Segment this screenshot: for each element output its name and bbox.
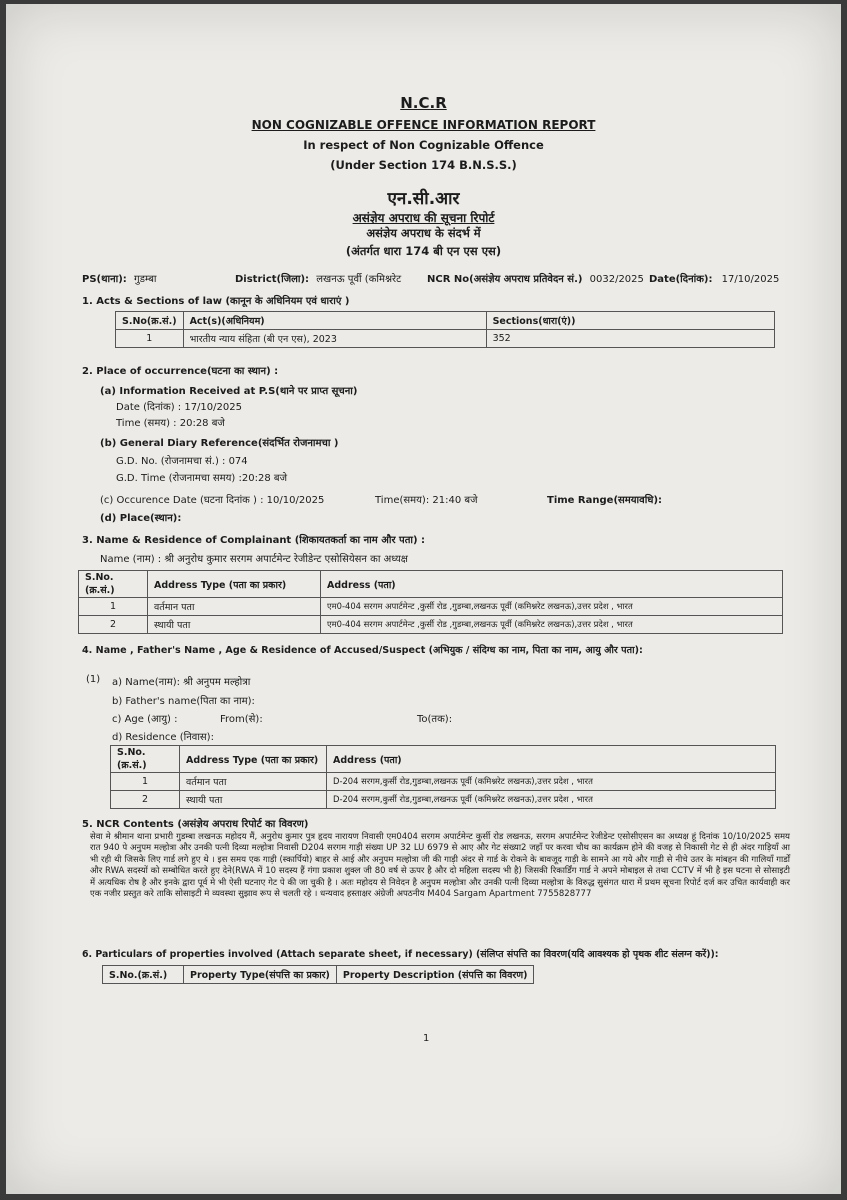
sec6-heading: 6. Particulars of properties involved (Attach separate sheet, if necessary) (संलिप्त संपत्ति का विवरण(यदि आवश्यक हो पृथक शीट संलग्न करें)):: [82, 949, 719, 960]
table-row: [111, 791, 776, 809]
table-row: [111, 773, 776, 791]
page-number: 1: [423, 1033, 430, 1044]
cell-address: एम0-404 सरगम अपार्टमेन्ट ,कुर्सी रोड ,गुडम्बा,लखनऊ पूर्वी (कमिश्नरेट लखनऊ),उत्तर प्रदेश , भारत: [321, 616, 783, 634]
cell-address-type: स्थायी पता: [180, 791, 327, 809]
col-sno: S.No.(क्र.सं.): [111, 746, 180, 773]
col-act: Act(s)(अधिनियम): [183, 312, 486, 330]
ncr-heading: N.C.R: [400, 94, 447, 112]
ncr-heading-hi: एन.सी.आर: [387, 189, 460, 209]
report-title-hi: असंज्ञेय अपराध की सूचना रिपोर्ट: [352, 211, 495, 225]
cell-address-type: वर्तमान पता: [180, 773, 327, 791]
ncr-document-page: [6, 4, 841, 1194]
age-to: To(तक):: [417, 714, 453, 725]
accused-father-name: b) Father's name(पिता का नाम):: [112, 696, 255, 707]
cell-sno: 2: [79, 616, 148, 634]
ps-label: PS(थाना):: [82, 274, 127, 285]
cell-sno: 1: [111, 773, 180, 791]
cell-address: D-204 सरगम,कुर्सी रोड,गुडम्बा,लखनऊ पूर्वी (कमिश्नरेट लखनऊ),उत्तर प्रदेश , भारत: [327, 791, 776, 809]
cell-address-type: स्थायी पता: [148, 616, 321, 634]
table-header-row: [111, 746, 776, 773]
accused-age: c) Age (आयु) :: [112, 714, 178, 725]
acts-table: [115, 311, 775, 348]
table-header-row: [103, 966, 534, 984]
sec4-heading: 4. Name , Father's Name , Age & Residence of Accused/Suspect (अभियुक / संदिग्ध का नाम, पिता का नाम, आयु और पता):: [82, 645, 643, 656]
sec3-heading: 3. Name & Residence of Complainant (शिकायतकर्ता का नाम और पता) :: [82, 535, 426, 546]
col-address: Address (पता): [321, 571, 783, 598]
cell-act: भारतीय न्याय संहिता (बी एन एस), 2023: [183, 330, 486, 348]
gd-time: G.D. Time (रोजनामचा समय) :20:28 बजे: [116, 473, 287, 484]
accused-name: a) Name(नाम): श्री अनुपम मल्होत्रा: [112, 677, 251, 688]
info-received-date: Date (दिनांक) : 17/10/2025: [116, 402, 242, 413]
info-received-label: (a) Information Received at P.S(थाने पर प्राप्त सूचना): [100, 386, 358, 397]
report-section-en: (Under Section 174 B.N.S.S.): [330, 158, 517, 172]
ncr-no-label: NCR No(असंज्ञेय अपराध प्रतिवेदन सं.): [427, 274, 583, 285]
report-title-en: NON COGNIZABLE OFFENCE INFORMATION REPORT: [251, 118, 596, 132]
occurrence-time: Time(समय): 21:40 बजे: [375, 495, 478, 506]
table-row: [116, 330, 775, 348]
sec1-heading: 1. Acts & Sections of law (कानून के अधिनियम एवं धाराएं ): [82, 296, 350, 307]
cell-sno: 1: [79, 598, 148, 616]
report-subtitle-hi: असंज्ञेय अपराध के संदर्भ में: [366, 226, 481, 240]
col-address: Address (पता): [327, 746, 776, 773]
col-sno: S.No.(क्र.सं.): [103, 966, 184, 984]
col-property-description: Property Description (संपत्ति का विवरण): [336, 966, 534, 984]
table-header-row: [79, 571, 783, 598]
ps-value: गुडम्बा: [133, 274, 157, 285]
gd-number: G.D. No. (रोजनामचा सं.) : 074: [116, 456, 248, 467]
cell-sno: 1: [116, 330, 184, 348]
cell-sno: 2: [111, 791, 180, 809]
info-received-time: Time (समय) : 20:28 बजे: [116, 418, 225, 429]
cell-sections: 352: [486, 330, 774, 348]
date-value: 17/10/2025: [721, 274, 780, 285]
date-label: Date(दिनांक):: [649, 274, 713, 285]
sec5-heading: 5. NCR Contents (असंज्ञेय अपराध रिपोर्ट का विवरण): [82, 819, 309, 830]
ncr-contents-text: सेवा मे श्रीमान थाना प्रभारी गुडम्बा लखनऊ महोदय मैं, अनुरोध कुमार पुत्र हृदय नारायण निवासी एम0404 सरगम अपार्टमेन्ट कुर्सी रोड लखनऊ, सरगम अपार्टमेन्ट रेजीडेन्ट एसोसीएसन का अध्यक्ष हूं दिनांक 10/10/2025 समय रात 940 पे अनुपम मल्होत्रा और उनकी पत्नी दिव्या मल्होत्रा निवासी D204 सरगम गाड़ी संख्या UP 32 LU 6979 से आए और गेट संख्या2 जहाँ पर करवा चौथ का कार्यक्रम होने की वजह से निकासी गेट से ही अंदर गाड़ियाँ आ भी रही थी जिसके लिए गार्ड लगे हुए थे । इस समय एक गाड़ी (स्कार्पियो) बाहर से आई और अनुपम मल्होत्रा जी की गाड़ी अंदर से गार्ड के रोकने के बावजूद गाड़ी के सामने आ गये और गाड़ी से नीचे उतर के मांबहन की गालियाँ गार्डों और RWA सदस्यों को सम्बोधित करते हुए देने(RWA में 10 सदस्य हैं गंगा प्रकाश शुक्ल जी 80 वर्ष से ऊपर है और दो महिला सदस्य भी है) जिसकी रिकार्डिंग गार्ड ने अपने मोबाइल से तथा CCTV में भी है इस घटना से सोसाइटी में अत्यधिक रोष है और इनके द्वारा पूर्व मे भी ऐसी घटनाए गेट पे की जा चुकी है । अतः महोदय से निवेदन है अनुपम मल्होत्रा और उनकी पत्नी दिव्या मल्होत्रा के विरुद्ध सुसंगत धारा में प्रथम सूचना रिपोर्ट दर्ज कर उचित कार्यवाही कर एक नजीर प्रस्तुत करे ताकि सोसाइटी मे व्यवस्था सुझाव रूप से चलती रहे । धन्यवाद हस्ताक्षर अंग्रेजी अपठनीय M404 Sargam Apartment 7755828777: [90, 832, 790, 900]
col-property-type: Property Type(संपत्ति का प्रकार): [184, 966, 337, 984]
gd-reference-label: (b) General Diary Reference(संदर्भित रोजनामचा ): [100, 438, 339, 449]
district: [235, 271, 401, 285]
col-address-type: Address Type (पता का प्रकार): [148, 571, 321, 598]
report-date: [649, 271, 779, 285]
accused-address-table: [110, 745, 776, 809]
table-header-row: [116, 312, 775, 330]
complainant-address-table: [78, 570, 783, 634]
occurrence-date: (c) Occurence Date (घटना दिनांक ) : 10/10/2025: [100, 495, 325, 506]
col-address-type: Address Type (पता का प्रकार): [180, 746, 327, 773]
time-range: Time Range(समयावधि):: [547, 495, 663, 506]
place-label: (d) Place(स्थान):: [100, 513, 182, 524]
accused-residence: d) Residence (निवास):: [112, 732, 214, 743]
report-subtitle-en: In respect of Non Cognizable Offence: [303, 138, 544, 152]
accused-number: (1): [86, 674, 101, 685]
cell-address: D-204 सरगम,कुर्सी रोड,गुडम्बा,लखनऊ पूर्वी (कमिश्नरेट लखनऊ),उत्तर प्रदेश , भारत: [327, 773, 776, 791]
cell-address-type: वर्तमान पता: [148, 598, 321, 616]
district-label: District(जिला):: [235, 274, 310, 285]
col-sno: S.No.(क्र.सं.): [79, 571, 148, 598]
report-section-hi: (अंतर्गत धारा 174 बी एन एस एस): [345, 244, 502, 258]
ncr-number: [427, 271, 644, 285]
table-row: [79, 616, 783, 634]
police-station: [82, 271, 157, 285]
properties-table: [102, 965, 534, 984]
district-value: लखनऊ पूर्वी (कमिश्नरेट: [316, 274, 402, 285]
complainant-name: Name (नाम) : श्री अनुरोध कुमार सरगम अपार्टमेन्ट रेजीडेन्ट एसोसियेसन का अध्यक्ष: [100, 554, 408, 565]
col-sno: S.No(क्र.सं.): [116, 312, 184, 330]
sec2-heading: 2. Place of occurrence(घटना का स्थान) :: [82, 366, 279, 377]
col-sections: Sections(धारा(एं)): [486, 312, 774, 330]
ncr-no-value: 0032/2025: [589, 274, 644, 285]
table-row: [79, 598, 783, 616]
cell-address: एम0-404 सरगम अपार्टमेन्ट ,कुर्सी रोड ,गुडम्बा,लखनऊ पूर्वी (कमिश्नरेट लखनऊ),उत्तर प्रदेश , भारत: [321, 598, 783, 616]
age-from: From(से):: [220, 714, 263, 725]
